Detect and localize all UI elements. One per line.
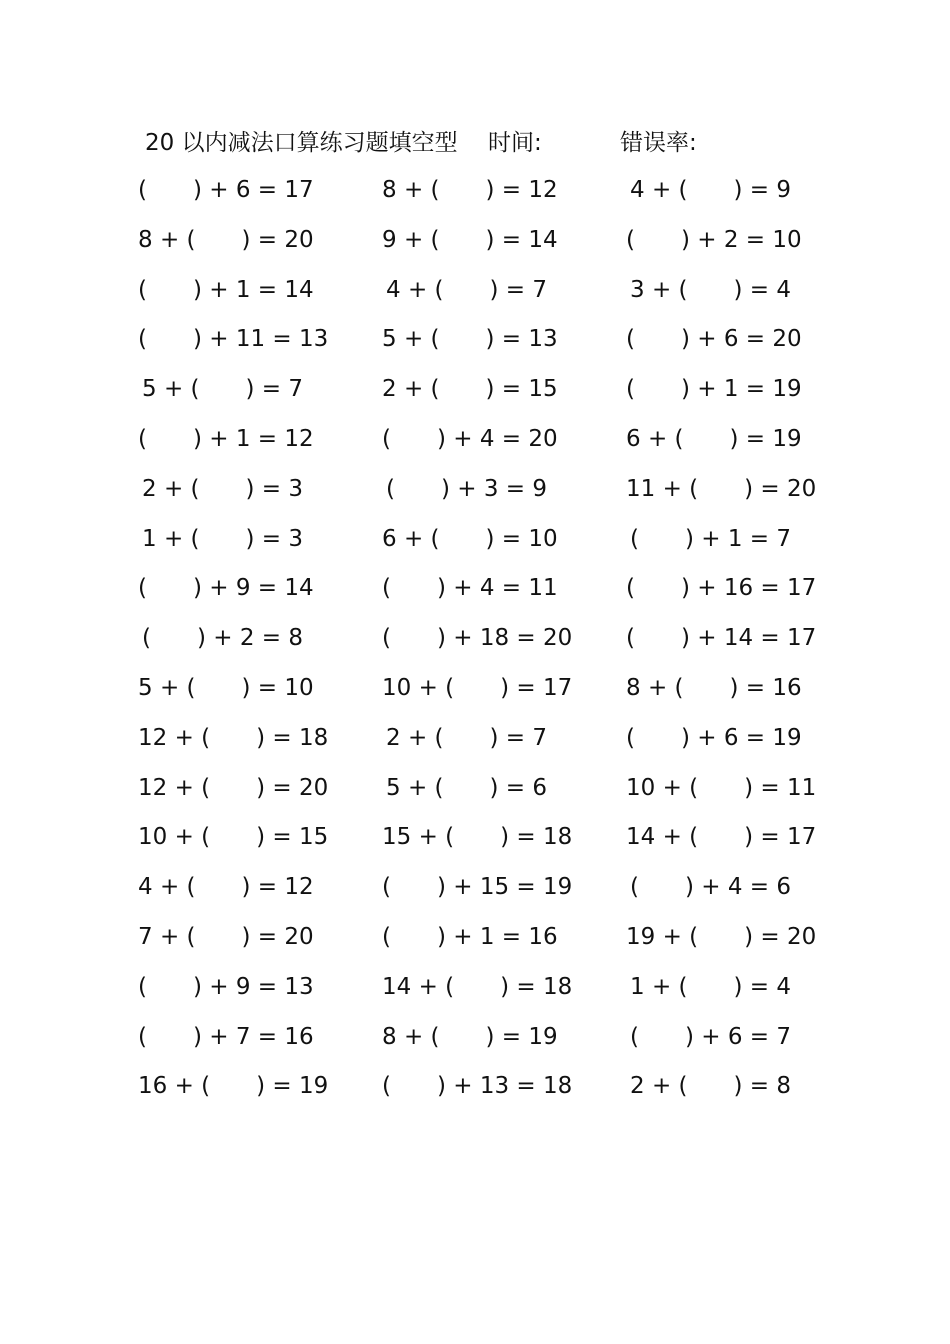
equation-cell: ( ) + 1 = 16 — [382, 924, 558, 950]
equation-cell: 14 + ( ) = 18 — [382, 973, 573, 1000]
problem-row — [0, 668, 950, 708]
equation-cell: ( ) + 6 = 7 — [630, 1023, 791, 1050]
problem-row — [0, 718, 950, 758]
equation-cell: 6 + ( ) = 19 — [626, 426, 802, 452]
equation-cell: 12 + ( ) = 18 — [138, 724, 329, 751]
equation-cell: 5 + ( ) = 13 — [382, 326, 558, 353]
equation-cell: 10 + ( ) = 15 — [138, 824, 329, 851]
problem-row — [0, 369, 950, 409]
equation-cell: 4 + ( ) = 7 — [386, 276, 547, 303]
problem-row — [0, 220, 950, 260]
equation-cell: ( ) + 1 = 12 — [138, 426, 314, 452]
equation-cell: ( ) + 4 = 6 — [630, 874, 791, 901]
problem-row — [0, 1017, 950, 1057]
equation-cell: 2 + ( ) = 8 — [630, 1073, 791, 1100]
equation-cell: ( ) + 2 = 8 — [142, 625, 303, 652]
equation-cell: 2 + ( ) = 7 — [386, 724, 547, 751]
equation-cell: ( ) + 7 = 16 — [138, 1023, 314, 1050]
worksheet-title: 20 以内减法口算练习题填空型 — [145, 130, 458, 156]
equation-cell: 2 + ( ) = 15 — [382, 376, 558, 403]
equation-cell: ( ) + 9 = 14 — [138, 575, 314, 602]
equation-cell: ( ) + 13 = 18 — [382, 1073, 573, 1100]
equation-cell: 3 + ( ) = 4 — [630, 276, 791, 303]
equation-cell: ( ) + 14 = 17 — [626, 625, 817, 652]
problem-row — [0, 419, 950, 459]
equation-cell: ( ) + 4 = 11 — [382, 575, 558, 602]
equation-cell: 8 + ( ) = 12 — [382, 177, 558, 203]
problem-row — [0, 170, 950, 210]
equation-cell: 19 + ( ) = 20 — [626, 924, 817, 950]
equation-cell: 4 + ( ) = 12 — [138, 874, 314, 901]
equation-cell: 5 + ( ) = 6 — [386, 774, 547, 801]
equation-cell: ( ) + 1 = 7 — [630, 525, 791, 552]
problem-row — [0, 519, 950, 559]
equation-cell: 12 + ( ) = 20 — [138, 774, 329, 801]
equation-cell: 8 + ( ) = 20 — [138, 226, 314, 253]
equation-cell: 6 + ( ) = 10 — [382, 525, 558, 552]
equation-cell: 8 + ( ) = 16 — [626, 675, 802, 701]
problem-row — [0, 917, 950, 957]
equation-cell: 11 + ( ) = 20 — [626, 475, 817, 502]
problem-row — [0, 768, 950, 808]
equation-cell: ( ) + 2 = 10 — [626, 226, 802, 253]
equation-cell: ( ) + 6 = 17 — [138, 177, 314, 203]
problem-row — [0, 817, 950, 857]
problem-row — [0, 618, 950, 658]
equation-cell: ( ) + 1 = 19 — [626, 376, 802, 403]
error-rate-label: 错误率: — [620, 130, 697, 156]
equation-cell: ( ) + 4 = 20 — [382, 426, 558, 452]
equation-cell: ( ) + 1 = 14 — [138, 276, 314, 303]
equation-cell: 16 + ( ) = 19 — [138, 1073, 329, 1100]
equation-cell: ( ) + 15 = 19 — [382, 874, 573, 901]
problem-row — [0, 568, 950, 608]
problem-row — [0, 1066, 950, 1106]
equation-cell: 9 + ( ) = 14 — [382, 226, 558, 253]
problem-row — [0, 319, 950, 359]
equation-cell: ( ) + 6 = 20 — [626, 326, 802, 353]
problem-row — [0, 270, 950, 310]
equation-cell: ( ) + 11 = 13 — [138, 326, 329, 353]
equation-cell: 5 + ( ) = 7 — [142, 376, 303, 403]
equation-cell: ( ) + 9 = 13 — [138, 973, 314, 1000]
equation-cell: 7 + ( ) = 20 — [138, 924, 314, 950]
equation-cell: ( ) + 18 = 20 — [382, 625, 573, 652]
problem-row — [0, 867, 950, 907]
equation-cell: ( ) + 6 = 19 — [626, 724, 802, 751]
equation-cell: 2 + ( ) = 3 — [142, 475, 303, 502]
equation-cell: 1 + ( ) = 4 — [630, 973, 791, 1000]
equation-cell: 1 + ( ) = 3 — [142, 525, 303, 552]
equation-cell: ( ) + 3 = 9 — [386, 475, 547, 502]
equation-cell: 4 + ( ) = 9 — [630, 177, 791, 203]
problem-row — [0, 967, 950, 1007]
equation-cell: 5 + ( ) = 10 — [138, 675, 314, 701]
equation-cell: 14 + ( ) = 17 — [626, 824, 817, 851]
equation-cell: 15 + ( ) = 18 — [382, 824, 573, 851]
problem-row — [0, 469, 950, 509]
equation-cell: 8 + ( ) = 19 — [382, 1023, 558, 1050]
time-label: 时间: — [488, 130, 542, 156]
equation-cell: ( ) + 16 = 17 — [626, 575, 817, 602]
equation-cell: 10 + ( ) = 17 — [382, 675, 573, 701]
equation-cell: 10 + ( ) = 11 — [626, 774, 817, 801]
